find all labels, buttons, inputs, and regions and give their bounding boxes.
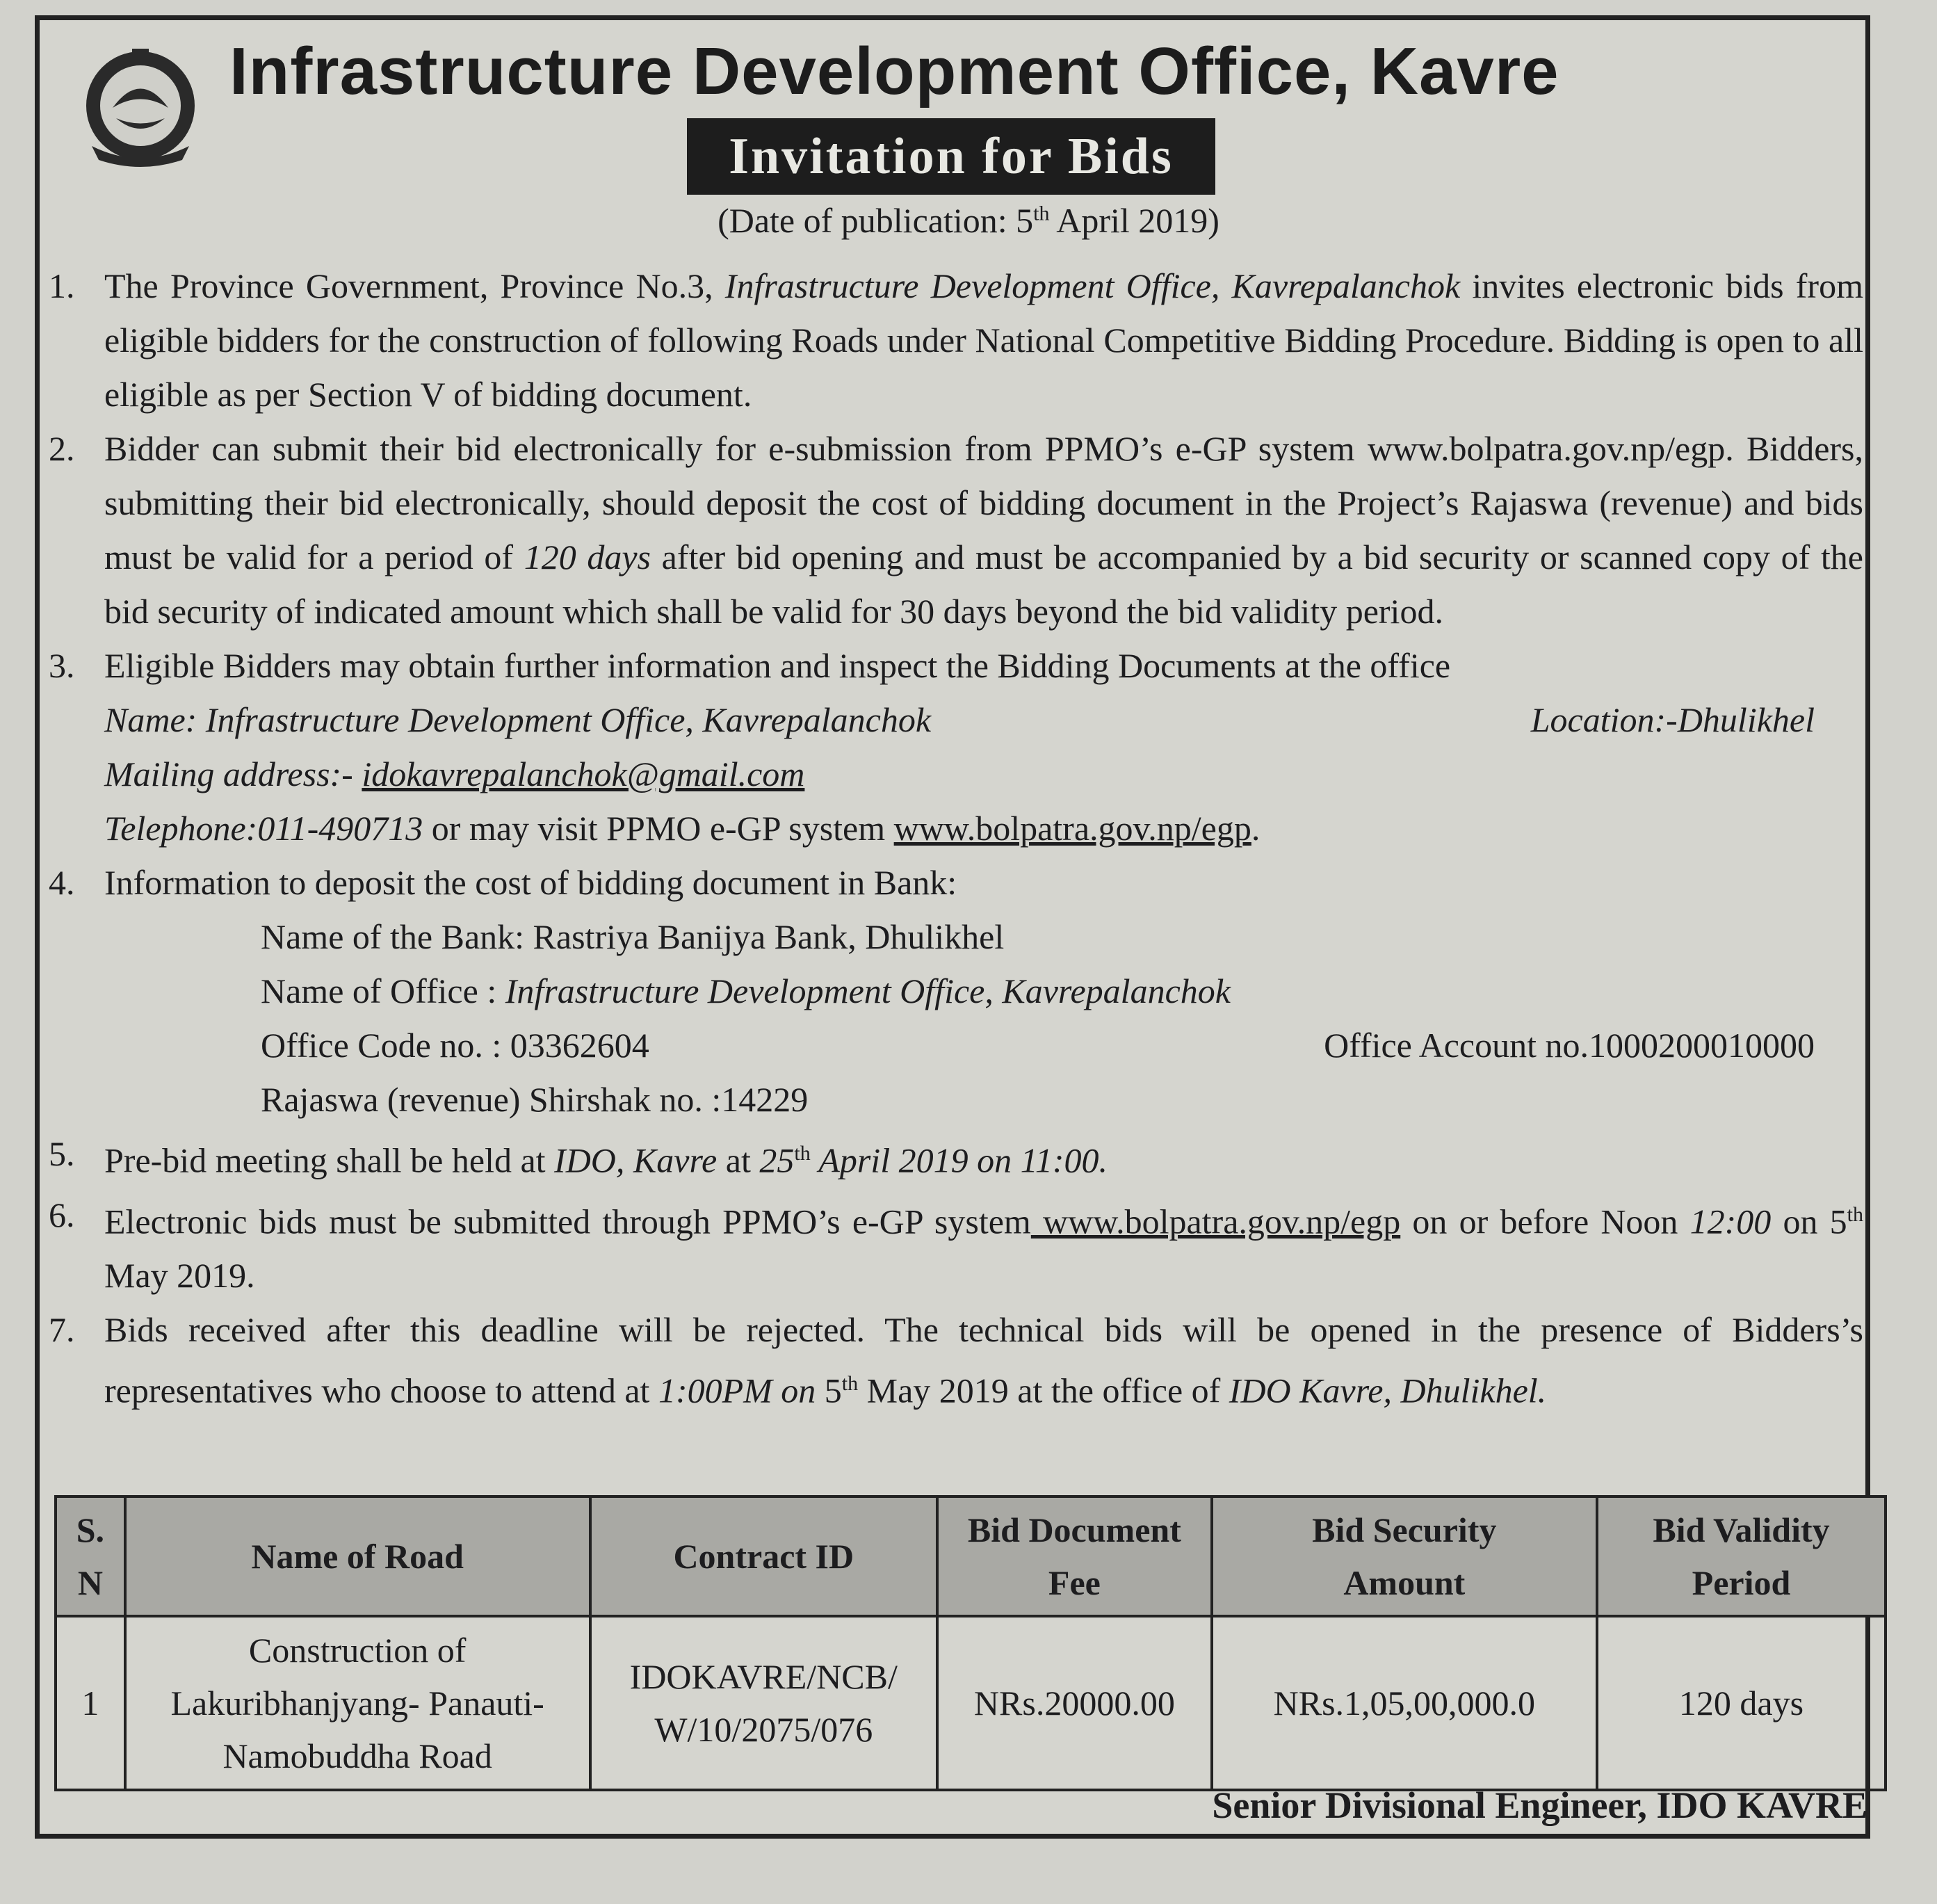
header-security: Bid Security Amount [1212, 1496, 1597, 1616]
cell-validity: 120 days [1597, 1616, 1886, 1790]
cell-sn: 1 [56, 1616, 125, 1790]
government-emblem-icon [78, 42, 203, 167]
office-code: Office Code no. : 03362604 [261, 1026, 649, 1065]
header-fee: Bid Document Fee [937, 1496, 1212, 1616]
office-title: Infrastructure Development Office, Kavre [229, 34, 1559, 108]
cell-contract: IDOKAVRE/NCB/ W/10/2075/076 [590, 1616, 938, 1790]
telephone: Telephone:011-490713 [104, 809, 423, 848]
clause-1: 1. The Province Government, Province No.3, Infrastructure Development Office, Kavrepalanchok invites electronic bids from eligible bidders for the construction of following Roads under National Competitive Bidding Procedure. Bidding is open to all eligible as per Section V of bidding document. [49, 259, 1863, 421]
clause-7: 7. Bids received after this deadline will be rejected. The technical bids will be opened in the presence of Bidders’s representatives who choose to attend at 1:00PM on 5th May 2019 at the office of IDO Kavre, Dhulikhel. [49, 1302, 1863, 1418]
header-sn: S. N [56, 1496, 125, 1616]
office-account: Office Account no.1000200010000 [1324, 1026, 1815, 1065]
header-contract: Contract ID [590, 1496, 938, 1616]
bank-name: Name of the Bank: Rastriya Banijya Bank, Dhulikhel [261, 917, 1005, 956]
table-header-row [56, 1496, 1886, 1616]
bids-table [54, 1495, 1887, 1791]
office-name: Name: Infrastructure Development Office, Kavrepalanchok [104, 700, 932, 739]
egp-link[interactable]: www.bolpatra.gov.np/egp [1030, 1202, 1401, 1241]
office-location: Location:-Dhulikhel [1530, 700, 1815, 739]
publication-date: (Date of publication: 5th April 2019) [718, 201, 1219, 240]
cell-fee: NRs.20000.00 [937, 1616, 1212, 1790]
rajaswa-code: Rajaswa (revenue) Shirshak no. :14229 [261, 1080, 809, 1119]
clause-number: 1. [49, 266, 75, 305]
clause-6: 6. Electronic bids must be submitted through PPMO’s e-GP system www.bolpatra.gov.np/egp on or before Noon 12:00 on 5th May 2019. [49, 1188, 1863, 1303]
cell-security: NRs.1,05,00,000.0 [1212, 1616, 1597, 1790]
clause-number: 4. [49, 863, 75, 902]
clause-2: 2. Bidder can submit their bid electronically for e-submission from PPMO’s e-GP system www.bolpatra.gov.np/egp. Bidders, submitting their bid electronically, should deposit the cost of bidding document in the Project’s Rajaswa (revenue) and bids must be valid for a period of 120 days after bid opening and must be accompanied by a bid security or scanned copy of the bid security of indicated amount which shall be valid for 30 days beyond the bid validity period. [49, 421, 1863, 638]
clause-5: 5. Pre-bid meeting shall be held at IDO, Kavre at 25th April 2019 on 11:00. [49, 1127, 1863, 1188]
clause-3: 3. Eligible Bidders may obtain further information and inspect the Bidding Documents at the office Name: Infrastructure Development Office, Kavrepalanchok Location:-Dhulikhel Mailing address:- idokavrepalanchok@gmail.com Telephone:011-490713 or may visit PPMO e-GP system www.bolpatra.gov.np/egp. [49, 638, 1863, 855]
table-row [56, 1616, 1886, 1790]
notice-body [49, 259, 1863, 1418]
egp-link[interactable]: www.bolpatra.gov.np/egp [893, 809, 1251, 848]
clause-number: 3. [49, 646, 75, 685]
clause-number: 7. [49, 1310, 75, 1350]
clause-4: 4. Information to deposit the cost of bidding document in Bank: Name of the Bank: Rastriya Banijya Bank, Dhulikhel Name of Office : Infrastructure Development Office, Kavrepalanchok Office Code no. : 03362604 Office Account no.1000200010000 Rajaswa (revenue) Shirshak no. :14229 [49, 855, 1863, 1127]
header-road: Name of Road [125, 1496, 590, 1616]
signature-line: Senior Divisional Engineer, IDO KAVRE [1212, 1784, 1867, 1826]
invitation-banner: Invitation for Bids [687, 118, 1215, 195]
email-link[interactable]: idokavrepalanchok@gmail.com [362, 755, 805, 793]
clause-number: 6. [49, 1195, 75, 1234]
clause-number: 5. [49, 1134, 75, 1173]
header-validity: Bid Validity Period [1597, 1496, 1886, 1616]
cell-road: Construction of Lakuribhanjyang- Panauti- Namobuddha Road [125, 1616, 590, 1790]
clause-number: 2. [49, 429, 75, 468]
